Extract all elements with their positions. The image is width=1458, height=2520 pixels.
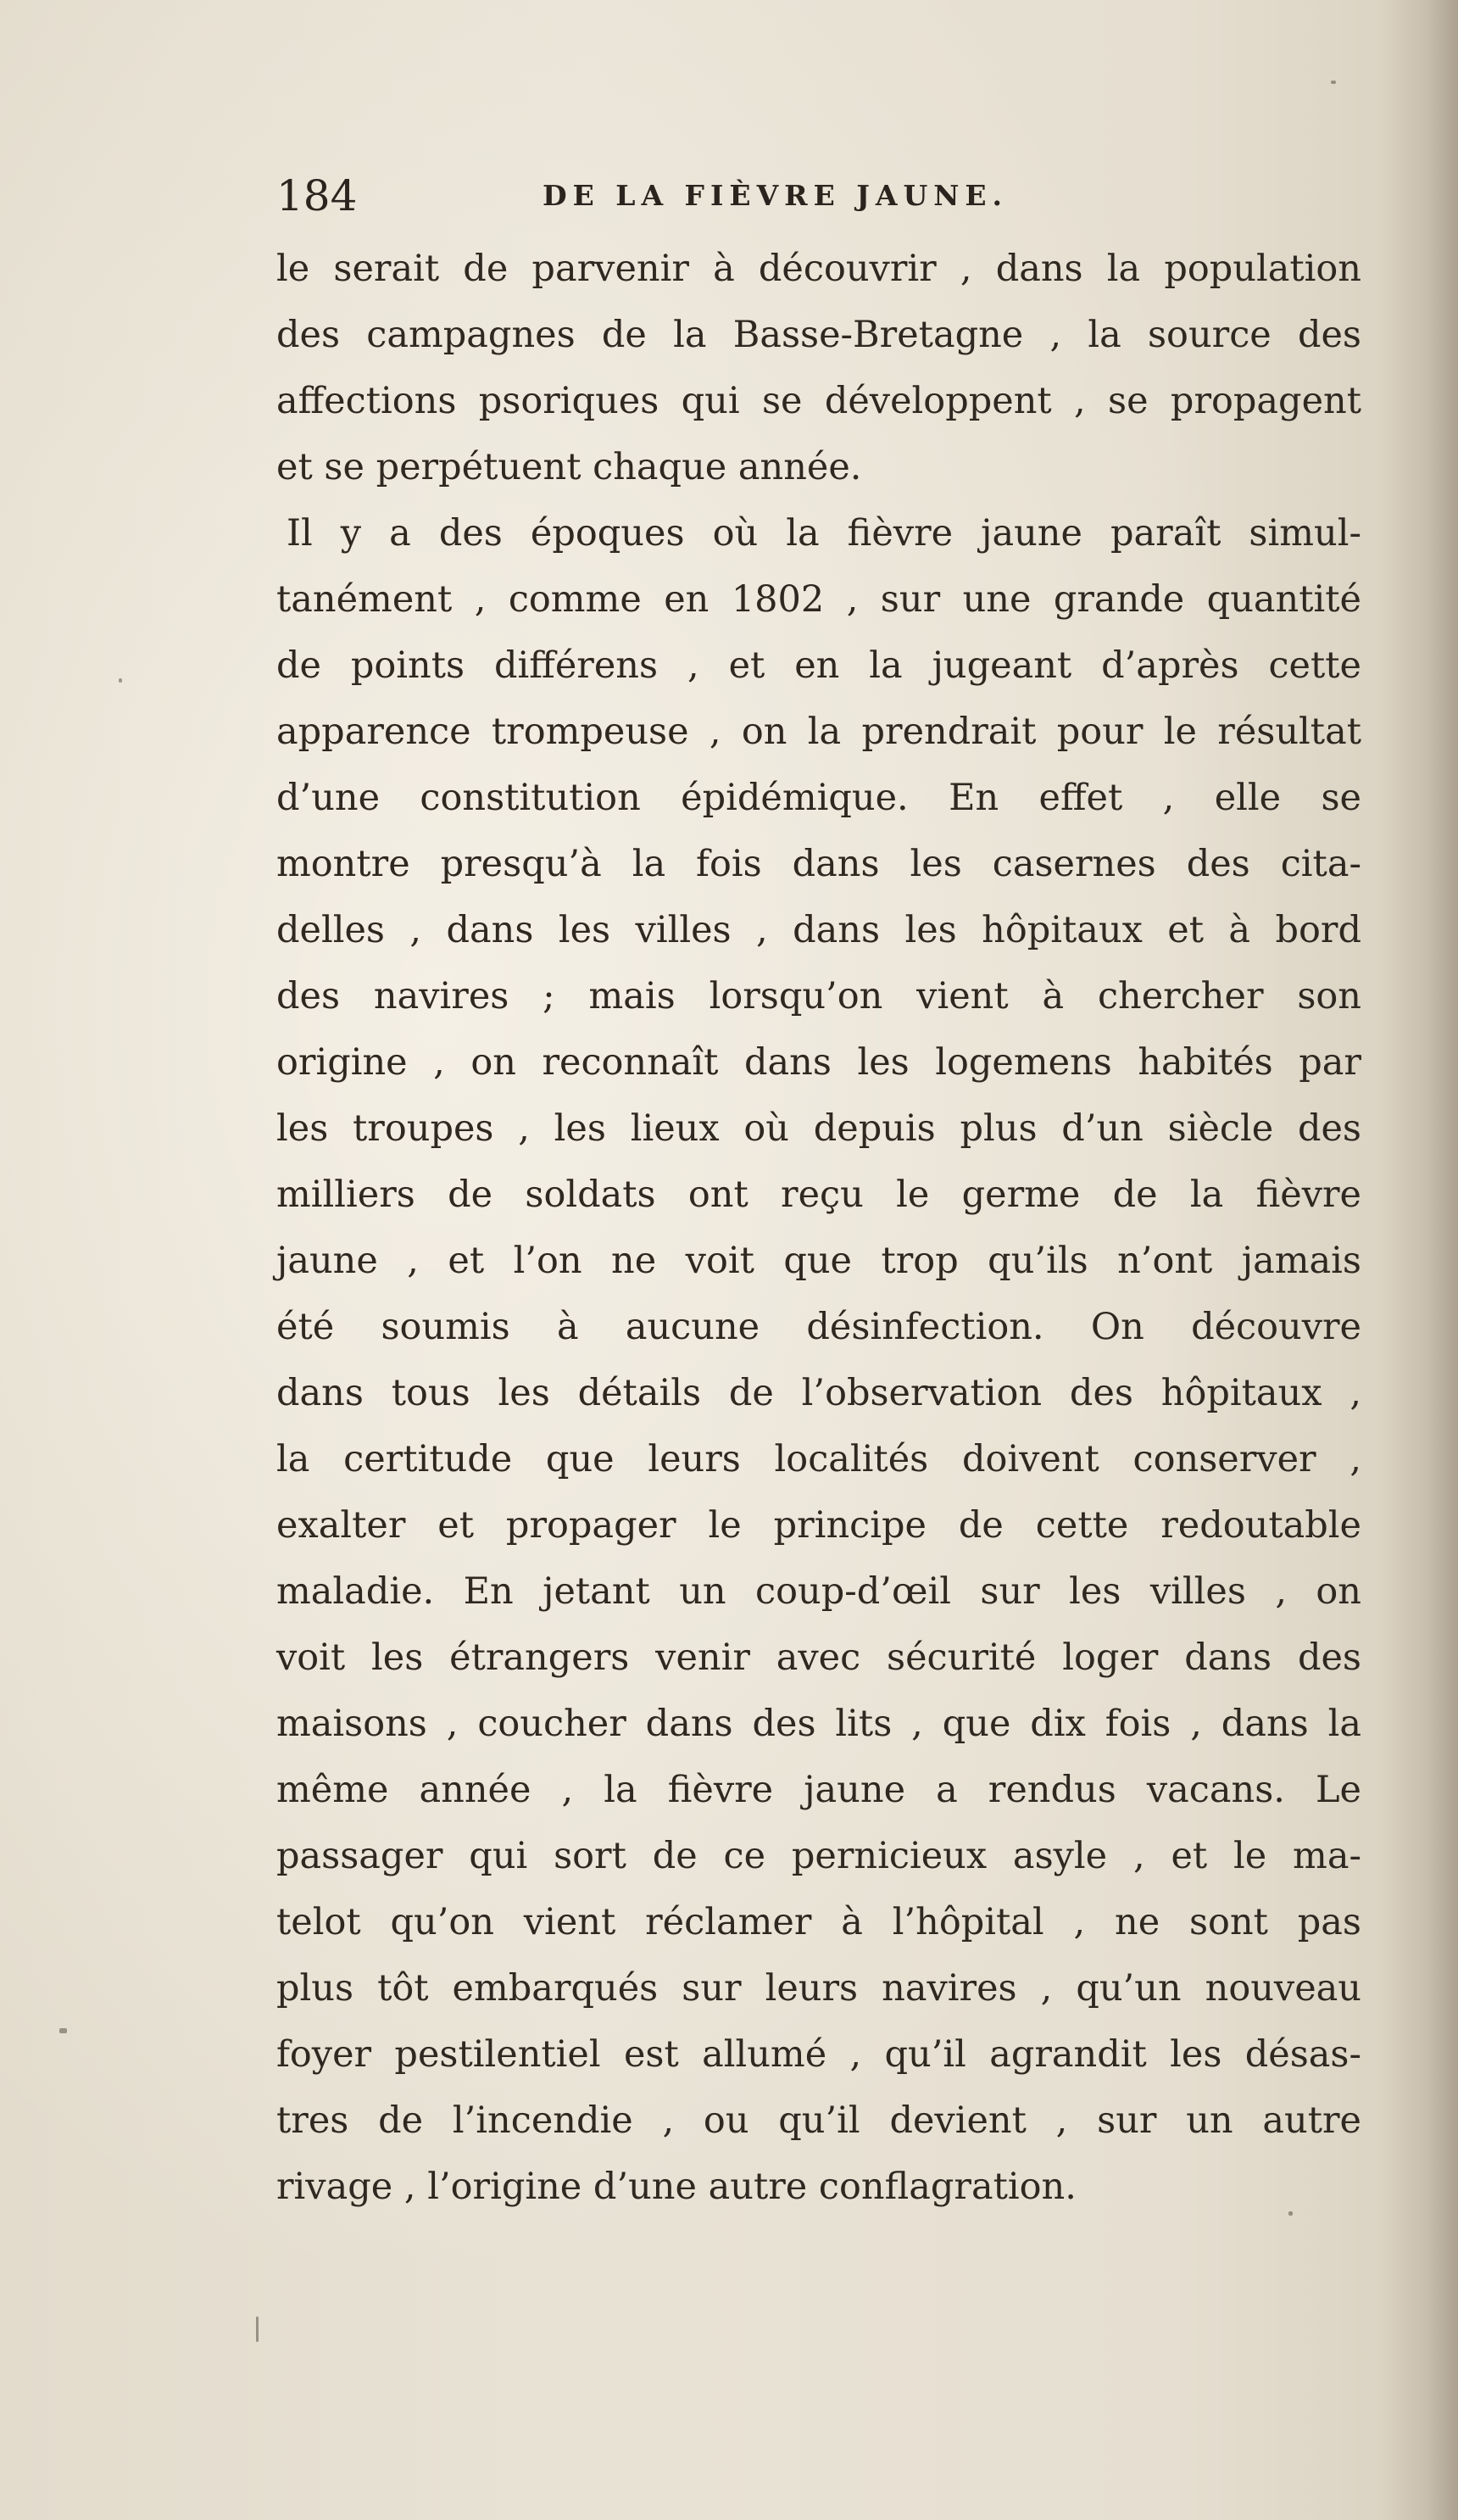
text-line: milliers de soldats ont reçu le germe de la fièvre bbox=[276, 1174, 1361, 1216]
text-line: même année , la fièvre jaune a rendus vacans. Le bbox=[276, 1769, 1361, 1811]
paper-speck bbox=[59, 2028, 67, 2033]
text-line: été soumis à aucune désinfection. On découvre bbox=[276, 1306, 1361, 1348]
page-edge-shadow bbox=[1382, 0, 1458, 2520]
text-line: les troupes , les lieux où depuis plus d’un siècle des bbox=[276, 1107, 1361, 1150]
text-line: passager qui sort de ce pernicieux asyle , et le ma- bbox=[276, 1835, 1361, 1877]
body-text bbox=[276, 236, 1361, 2220]
text-line: Il y a des époques où la fièvre jaune paraît simul- bbox=[287, 512, 1361, 555]
text-line: maisons , coucher dans des lits , que dix fois , dans la bbox=[276, 1703, 1361, 1745]
text-line: dans tous les détails de l’observation des hôpitaux , bbox=[276, 1372, 1361, 1414]
text-line: de points différens , et en la jugeant d’après cette bbox=[276, 644, 1361, 687]
text-line: et se perpétuent chaque année. bbox=[276, 446, 862, 488]
text-line: exalter et propager le principe de cette redoutable bbox=[276, 1504, 1361, 1547]
paper-speck bbox=[1331, 81, 1336, 84]
text-line: d’une constitution épidémique. En effet , elle se bbox=[276, 777, 1361, 819]
text-line: tanément , comme en 1802 , sur une grande quantité bbox=[276, 578, 1361, 621]
text-line: delles , dans les villes , dans les hôpitaux et à bord bbox=[276, 909, 1361, 951]
text-line: la certitude que leurs localités doivent conserver , bbox=[276, 1438, 1361, 1480]
text-line: le serait de parvenir à découvrir , dans la population bbox=[276, 248, 1361, 290]
text-line: des navires ; mais lorsqu’on vient à chercher son bbox=[276, 975, 1361, 1017]
text-line: origine , on reconnaît dans les logemens habités par bbox=[276, 1041, 1361, 1084]
text-line: maladie. En jetant un coup-d’œil sur les villes , on bbox=[276, 1570, 1361, 1613]
page-header bbox=[276, 166, 1378, 226]
text-line: des campagnes de la Basse-Bretagne , la source des bbox=[276, 314, 1361, 356]
paper-speck bbox=[119, 678, 122, 683]
paper-speck bbox=[1288, 2211, 1293, 2216]
text-line: rivage , l’origine d’une autre conflagration. bbox=[276, 2166, 1077, 2208]
text-line: voit les étrangers venir avec sécurité loger dans des bbox=[276, 1636, 1361, 1679]
text-line: plus tôt embarqués sur leurs navires , qu’un nouveau bbox=[276, 1967, 1361, 2010]
text-line: tres de l’incendie , ou qu’il devient , sur un autre bbox=[276, 2099, 1361, 2142]
text-line: montre presqu’à la fois dans les casernes des cita- bbox=[276, 843, 1361, 885]
paper-speck bbox=[256, 2317, 259, 2342]
text-line: affections psoriques qui se développent , se propagent bbox=[276, 380, 1361, 422]
page-number: 184 bbox=[276, 171, 358, 220]
text-line: jaune , et l’on ne voit que trop qu’ils n’ont jamais bbox=[276, 1240, 1361, 1282]
text-line: telot qu’on vient réclamer à l’hôpital , ne sont pas bbox=[276, 1901, 1361, 1943]
running-title: DE LA FIÈVRE JAUNE. bbox=[543, 179, 1009, 212]
text-line: foyer pestilentiel est allumé , qu’il agrandit les désas- bbox=[276, 2033, 1361, 2076]
text-line: apparence trompeuse , on la prendrait pour le résultat bbox=[276, 711, 1361, 753]
